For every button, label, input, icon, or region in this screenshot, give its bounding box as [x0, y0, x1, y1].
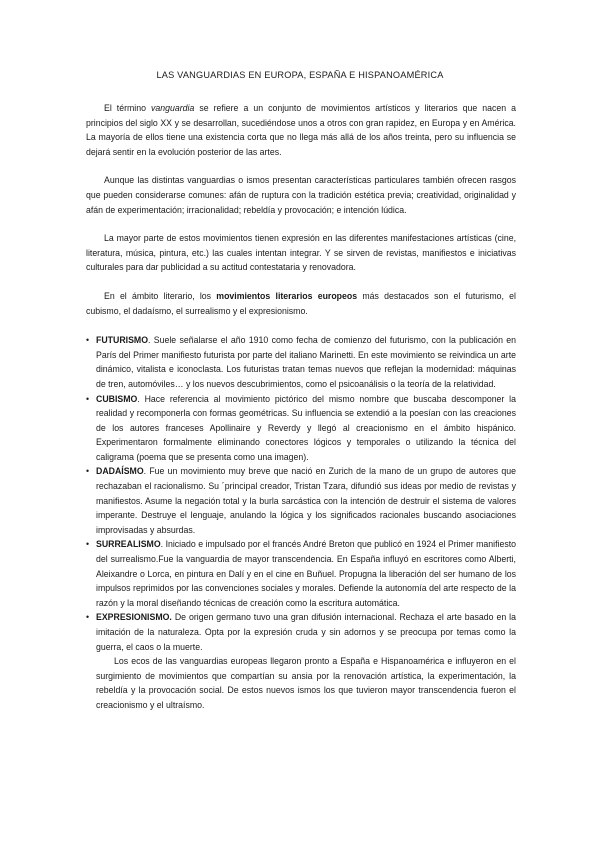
vanguardia-term: vanguardia [151, 103, 195, 113]
list-item-cubismo: • CUBISMO. Hace referencia al movimiento pictórico del mismo nombre que buscaba descomponer la realidad y recomponerla con formas geométricas. Su influencia se extendió a la poesían con las creaciones de los autores franceses Apollinaire y Reverdy y llegó al creacionismo en el ámbito hispánico. Experimentaron formalmente eliminando conectores lógicos y temporales o utilizando la técnica del caligrama (poema que se presenta como una imagen). [86, 393, 516, 462]
closing-paragraph: Los ecos de las vanguardias europeas llegaron pronto a España e Hispanoamérica e influyeron en el surgimiento de movimientos que compartían su ansia por la renovación artística, la experimentación, la rebeldía y la provocación social. De estos nuevos ismos los que tuvieron mayor transcendencia fueron el creacionismo y el ultraísmo. [96, 656, 516, 710]
common-traits-paragraph: Aunque las distintas vanguardias o ismos presentan características particulares también ofrecen rasgos que pueden considerarse comunes: afán de ruptura con la tradición estética previa; creatividad, originalidad y afán de experimentación; irracionalidad; rebeldía y provocación; e intención lúdica. [86, 175, 516, 215]
intro-paragraph: El término vanguardia se refiere a un conjunto de movimientos artísticos y literarios que nacen a principios del siglo XX y se desarrollan, sucediéndose unos a otros con gran rapidez, en Europa y en América. La mayoría de ellos tiene una existencia corta que no llega más allá de los años treinta, pero su influencia se dejará sentir en la evolución posterior de las artes. [86, 103, 516, 157]
list-item-dadaismo: • DADAÍSMO. Fue un movimiento muy breve que nació en Zurich de la mano de un grupo de autores que rechazaban el racionalismo. Su ´principal creador, Tristan Tzara, difundió sus ideas por medio de revistas y manifiestos. Asume la negación total y la burla sarcástica con la intención de destruir el sistema de valores imperante. Destruye el lenguaje, anulando la lógica y los significados racionales buscando asociaciones improvisadas y absurdas. [86, 466, 516, 535]
list-item-expresionismo: • EXPRESIONISMO. De origen germano tuvo una gran difusión internacional. Rechaza el arte basado en la imitación de la naturaleza. Opta por la expresión cruda y sin adornos y se preocupa por temas como la guerra, el caos o la muerte. [86, 612, 516, 652]
bullet-icon: • [86, 335, 90, 346]
bullet-icon: • [86, 466, 90, 477]
document-body [86, 101, 516, 713]
bullet-icon: • [86, 539, 90, 550]
movimientos-literarios-term: movimientos literarios europeos [216, 290, 358, 301]
manifestations-paragraph: La mayor parte de estos movimientos tienen expresión en las diferentes manifestaciones artísticas (cine, literatura, música, pintura, etc.) las cuales intentan integrar. Y se sirven de revistas, manifiestos e iniciativas culturales para dar publicidad a su actitud contestataria y renovadora. [86, 233, 516, 273]
list-item-futurismo: • FUTURISMO. Suele señalarse el año 1910 como fecha de comienzo del futurismo, con la publicación en París del Primer manifiesto futurista por parte del italiano Marinetti. En este movimiento se reivindica un arte dinámico, vitalista e iconoclasta. Los futuristas tratan temas nuevos que reflejan la modernidad: máquinas de tren, automóviles… y los nuevos descubrimientos, como el psicoanálisis o la teoría de la relatividad. [86, 335, 516, 389]
list-item-surrealismo: • SURREALISMO. Iniciado e impulsado por el francés André Breton que publicó en 1924 el Primer manifiesto del surrealismo.Fue la vanguardia de mayor transcendencia. En España influyó en escritores como Alberti, Aleixandre o Lorca, en pintura en Dalí y en el cine en Buñuel. Propugna la liberación del ser humano de los impulsos reprimidos por las convenciones sociales y morales. Defiende la autonomía del arte respecto de la razón y la moral diseñando técnicas de creación como la escritura automática. [86, 539, 516, 608]
movements-intro-paragraph: En el ámbito literario, los movimientos literarios europeos más destacados son el futurismo, el cubismo, el dadaísmo, el surrealismo y el expresionismo. [86, 290, 516, 316]
bullet-icon: • [86, 393, 90, 404]
bullet-icon: • [86, 612, 90, 623]
document-title: LAS VANGUARDIAS EN EUROPA, ESPAÑA E HISPANOAMÉRICA [156, 70, 444, 80]
movements-list [86, 333, 516, 654]
